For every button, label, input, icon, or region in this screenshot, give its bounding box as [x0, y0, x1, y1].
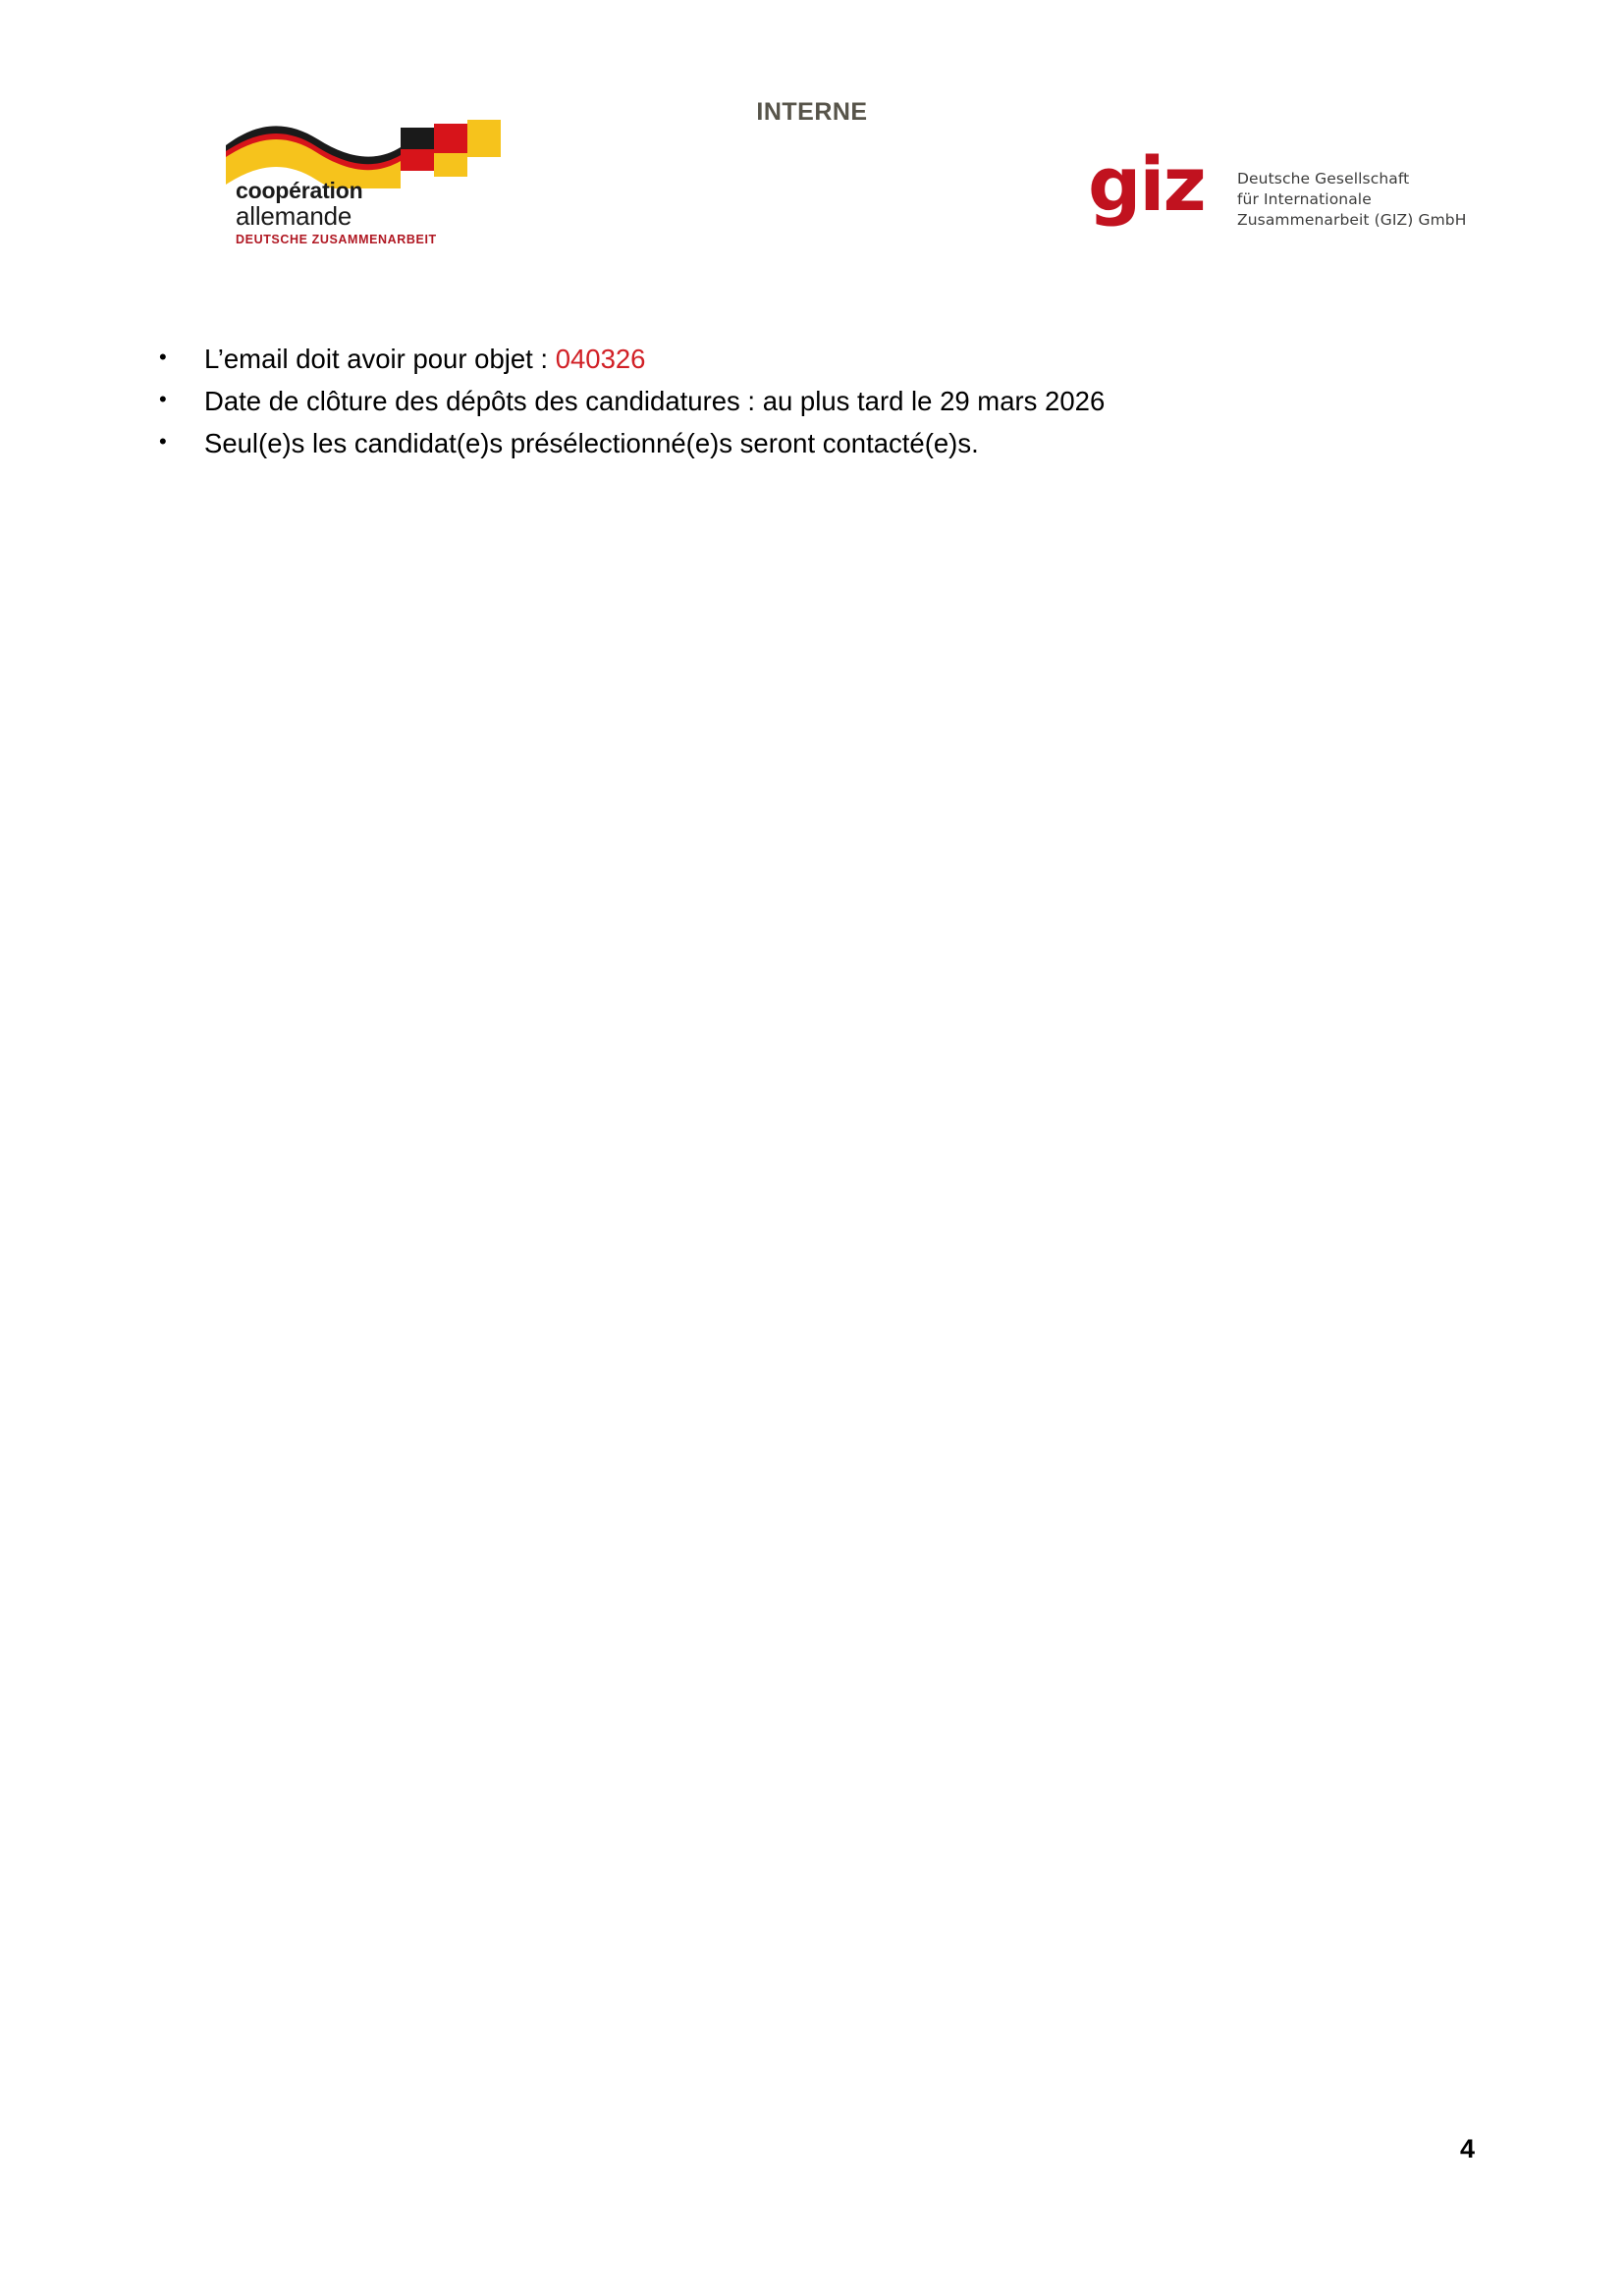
cooperation-wordmark — [236, 179, 437, 247]
cooperation-line-1: coopération — [236, 178, 363, 203]
bullet-text: Date de clôture des dépôts des candidatures : au plus tard le 29 mars 2026 — [204, 386, 1106, 416]
page-number: 4 — [1459, 2134, 1475, 2163]
bullet-text: Seul(e)s les candidat(e)s présélectionné(e)s seront contacté(e)s. — [204, 428, 979, 458]
giz-wordmark: giz — [1088, 140, 1205, 228]
german-cooperation-logo — [218, 118, 503, 247]
document-body — [137, 339, 1443, 465]
bullet-list — [137, 339, 1443, 464]
bullet-text: L’email doit avoir pour objet : — [204, 344, 556, 374]
giz-name-line-2: für Internationale — [1237, 189, 1372, 208]
bullet-highlight: 040326 — [555, 344, 646, 374]
list-item — [204, 339, 1443, 380]
list-item — [204, 381, 1443, 422]
giz-name-line-1: Deutsche Gesellschaft — [1237, 170, 1410, 187]
giz-logo — [1088, 140, 1500, 236]
giz-full-name — [1237, 169, 1466, 231]
classification-banner: INTERNE — [756, 98, 868, 126]
giz-name-line-3: Zusammenarbeit (GIZ) GmbH — [1237, 210, 1467, 229]
list-item — [204, 423, 1443, 464]
cooperation-line-3: DEUTSCHE ZUSAMMENARBEIT — [236, 233, 437, 247]
cooperation-line-2: allemande — [236, 201, 352, 232]
